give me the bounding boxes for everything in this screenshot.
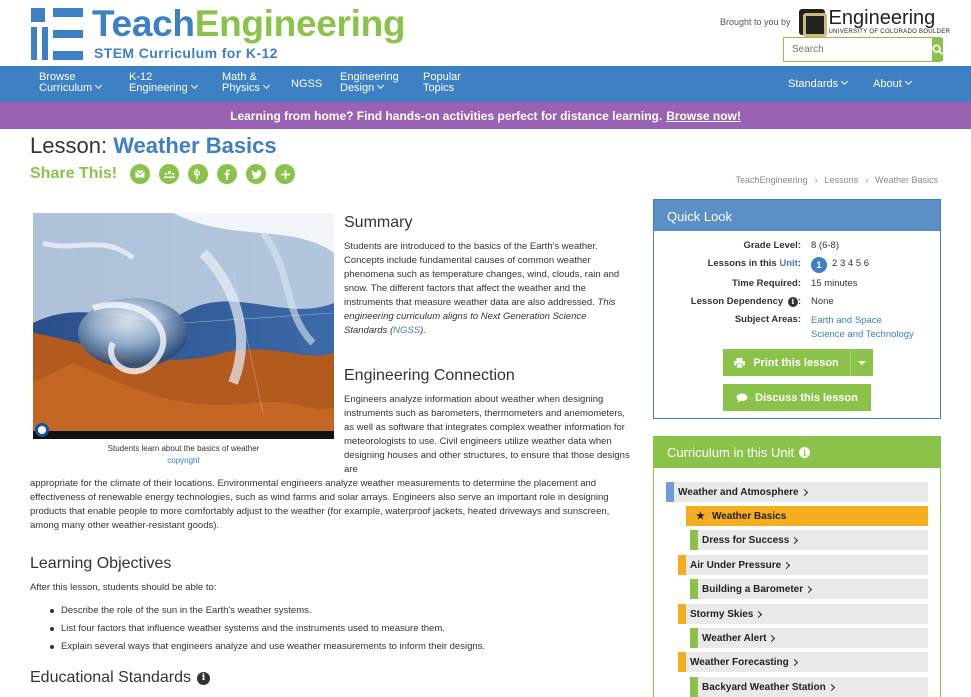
list-item: List four factors that influence weather systems and the instruments used to measure them. xyxy=(30,620,485,638)
logo-title: TeachEngineering xyxy=(92,3,406,44)
unit-item-label: Building a Barometer xyxy=(702,583,804,595)
nav-math-physics[interactable]: Math & Physics xyxy=(222,72,269,94)
nav-about[interactable]: About xyxy=(873,79,911,90)
lesson-numbers xyxy=(811,255,869,271)
chevron-right-icon xyxy=(783,561,790,568)
learning-objectives-list xyxy=(30,602,485,656)
nav-engineering-design[interactable]: Engineering Design xyxy=(340,71,399,94)
unit-item-accent xyxy=(690,579,698,599)
engineering-connection-heading: Engineering Connection xyxy=(344,367,515,384)
nav-k12-engineering[interactable]: K-12 Engineering xyxy=(129,72,197,94)
learning-objectives-heading: Learning Objectives xyxy=(30,555,172,572)
nav-popular-topics[interactable]: Popular Topics xyxy=(423,71,461,94)
chevron-down-icon xyxy=(95,82,102,89)
google-classroom-icon[interactable] xyxy=(159,164,179,184)
print-lesson-button-group xyxy=(723,349,873,376)
quick-look-panel xyxy=(653,199,941,419)
chevron-right-icon xyxy=(828,683,835,690)
unit-item-label: Weather Forecasting xyxy=(690,656,789,668)
nav-ngss[interactable]: NGSS xyxy=(291,78,323,90)
time-required-label: Time Required: xyxy=(732,278,801,289)
figure-caption: Students learn about the basics of weather xyxy=(107,444,260,453)
chevron-down-icon xyxy=(377,82,384,89)
summary-heading: Summary xyxy=(344,214,413,231)
discuss-lesson-button[interactable]: Discuss this lesson xyxy=(723,384,871,411)
page-title xyxy=(30,133,277,159)
banner-text: Learning from home? Find hands-on activities perfect for distance learning. xyxy=(230,108,663,123)
subject-link[interactable]: Earth and Space xyxy=(811,315,882,326)
unit-item-accent xyxy=(678,652,686,672)
lesson-dependency-value: None xyxy=(811,296,834,307)
facebook-icon[interactable] xyxy=(217,164,237,184)
breadcrumb-home[interactable]: TeachEngineering xyxy=(735,175,808,185)
twitter-icon[interactable] xyxy=(246,164,266,184)
site-header xyxy=(0,0,971,66)
lesson-number-link[interactable]: 4 xyxy=(847,258,854,269)
info-icon[interactable]: i xyxy=(799,447,810,458)
unit-item-label: Air Under Pressure xyxy=(690,559,782,571)
search-box xyxy=(783,37,941,62)
grade-level-value: 8 (6-8) xyxy=(811,240,839,251)
nav-browse-curriculum[interactable]: Browse Curriculum xyxy=(39,72,101,94)
grade-level-label: Grade Level: xyxy=(743,240,801,251)
curriculum-unit-panel xyxy=(653,436,941,697)
chevron-down-icon xyxy=(905,78,912,85)
chevron-right-icon xyxy=(768,634,775,641)
chevron-right-icon xyxy=(805,585,812,592)
engineering-connection-text-cont: appropriate for the climate of their locations. Environmental engineers analyze weather measurements to determine the placement and effectiveness of renewable energy technologies, such as wind farms and solar arrays. Engineers also serve an important role in designing products that enable people to more comfortably adjust to the weather (for example, waterproof jackets, heated driveways and sunscreen, among many other weather-resistant goods). xyxy=(30,478,610,531)
print-icon xyxy=(734,358,745,368)
site-logo[interactable] xyxy=(31,3,406,61)
breadcrumb-current[interactable]: Weather Basics xyxy=(875,175,938,185)
page-title-name: Weather Basics xyxy=(113,133,277,158)
unit-item[interactable] xyxy=(674,482,928,502)
plus-icon[interactable] xyxy=(275,164,295,184)
chevron-right-icon xyxy=(791,658,798,665)
unit-item-accent xyxy=(678,604,686,624)
time-required-value: 15 minutes xyxy=(811,278,858,289)
search-input[interactable] xyxy=(784,38,932,61)
quick-look-heading: Quick Look xyxy=(654,200,940,231)
unit-item-accent xyxy=(666,482,674,502)
unit-link[interactable]: Unit xyxy=(779,258,798,269)
breadcrumb: TeachEngineering › Lessons › Weather Basics xyxy=(735,175,938,185)
unit-item-current[interactable] xyxy=(686,506,928,526)
logo-subtitle: STEM Curriculum for K-12 xyxy=(94,45,278,61)
unit-item-accent xyxy=(678,555,686,575)
envelope-icon[interactable] xyxy=(130,164,150,184)
subject-areas-label: Subject Areas: xyxy=(734,314,801,325)
print-lesson-button[interactable]: Print this lesson xyxy=(723,349,851,376)
search-icon xyxy=(932,44,943,55)
lesson-dependency-label: Lesson Dependency i : xyxy=(690,296,801,307)
chevron-right-icon xyxy=(755,610,762,617)
ngss-link[interactable]: NGSS xyxy=(393,325,421,336)
chevron-down-icon xyxy=(191,82,198,89)
main-nav xyxy=(0,66,971,102)
unit-item-label: Weather and Atmosphere xyxy=(678,486,799,498)
cu-logo-icon xyxy=(799,9,825,35)
unit-item-accent xyxy=(690,677,698,697)
unit-item[interactable] xyxy=(686,604,928,624)
caret-down-icon xyxy=(858,361,866,365)
educational-standards-heading: Educational Standards i xyxy=(30,669,210,687)
unit-item[interactable] xyxy=(686,555,928,575)
share-bar xyxy=(30,164,304,184)
pinterest-icon[interactable] xyxy=(188,164,208,184)
partner-sub: UNIVERSITY OF COLORADO BOULDER xyxy=(828,29,951,35)
unit-item-accent xyxy=(690,628,698,648)
page-title-prefix: Lesson: xyxy=(30,133,108,158)
unit-item-label: Backyard Weather Station xyxy=(702,681,826,693)
unit-item-accent xyxy=(690,530,698,550)
lesson-number-current: 1 xyxy=(811,257,827,273)
share-label: Share This! xyxy=(30,165,118,182)
chevron-right-icon xyxy=(791,536,798,543)
info-icon[interactable]: i xyxy=(197,672,210,685)
lesson-number-link[interactable]: 3 xyxy=(839,258,846,269)
list-item: Describe the role of the sun in the Earth's weather systems. xyxy=(30,602,485,620)
chevron-down-icon xyxy=(263,82,270,89)
list-item: Explain several ways that engineers analyze and use weather measurements to inform their designs. xyxy=(30,638,485,656)
unit-item-label: Weather Alert xyxy=(702,632,767,644)
figure-copyright-link[interactable]: copyright xyxy=(167,456,200,465)
print-options-dropdown[interactable] xyxy=(851,361,873,365)
curriculum-unit-heading: Curriculum in this Unit i xyxy=(654,437,940,468)
engineering-connection-text: Engineers analyze information about weather when designing instruments such as barometers, thermometers and anemometers, as well as software that integrates complex weather information for meteorologists to use. Civil engineers utilize weather data when designing houses and other structures, to ensure that those designs are xyxy=(344,394,630,475)
lessons-in-unit-label: Lessons in this Unit: xyxy=(707,258,801,269)
weather-satellite-image[interactable] xyxy=(33,213,334,439)
banner-browse-link[interactable]: Browse now! xyxy=(666,108,741,123)
unit-item[interactable] xyxy=(698,530,928,550)
nav-standards[interactable]: Standards xyxy=(788,79,847,90)
breadcrumb-lessons[interactable]: Lessons xyxy=(824,175,859,185)
summary-text: Students are introduced to the basics of the Earth's weather. Concepts include fundamental causes of common weather phenomena such as temperature changes, wind, clouds, rain and snow. The different factors that affect the weather and the instruments that measure weather data are also addressed. This engineering curriculum aligns to Next Generation Science Standards (NGSS). xyxy=(344,241,620,336)
subject-link[interactable]: Science and Technology xyxy=(811,329,914,340)
chevron-right-icon xyxy=(801,488,808,495)
unit-item-label: Stormy Skies xyxy=(690,608,754,620)
lesson-number-link[interactable]: 6 xyxy=(863,258,870,269)
unit-item[interactable] xyxy=(698,579,928,599)
chevron-down-icon xyxy=(841,78,848,85)
lesson-number-link[interactable]: 5 xyxy=(855,258,862,269)
search-button[interactable] xyxy=(932,38,943,61)
announcement-banner xyxy=(0,102,971,129)
unit-item[interactable] xyxy=(698,628,928,648)
unit-item[interactable] xyxy=(686,652,928,672)
partner-logo[interactable] xyxy=(720,8,950,35)
lesson-figure xyxy=(33,213,334,465)
unit-item[interactable] xyxy=(698,677,928,697)
star-icon: ★ xyxy=(696,510,705,522)
unit-item-label: Weather Basics xyxy=(711,510,787,522)
unit-item-label: Dress for Success xyxy=(702,534,790,546)
chat-icon xyxy=(736,393,748,403)
info-icon[interactable]: i xyxy=(788,297,798,307)
logo-mark-icon xyxy=(31,8,83,60)
brought-to-you-label: Brought to you by xyxy=(720,16,791,27)
learning-objectives-intro: After this lesson, students should be able to: xyxy=(30,582,217,593)
lesson-number-link[interactable]: 2 xyxy=(832,258,838,269)
partner-name: Engineering xyxy=(828,7,936,29)
